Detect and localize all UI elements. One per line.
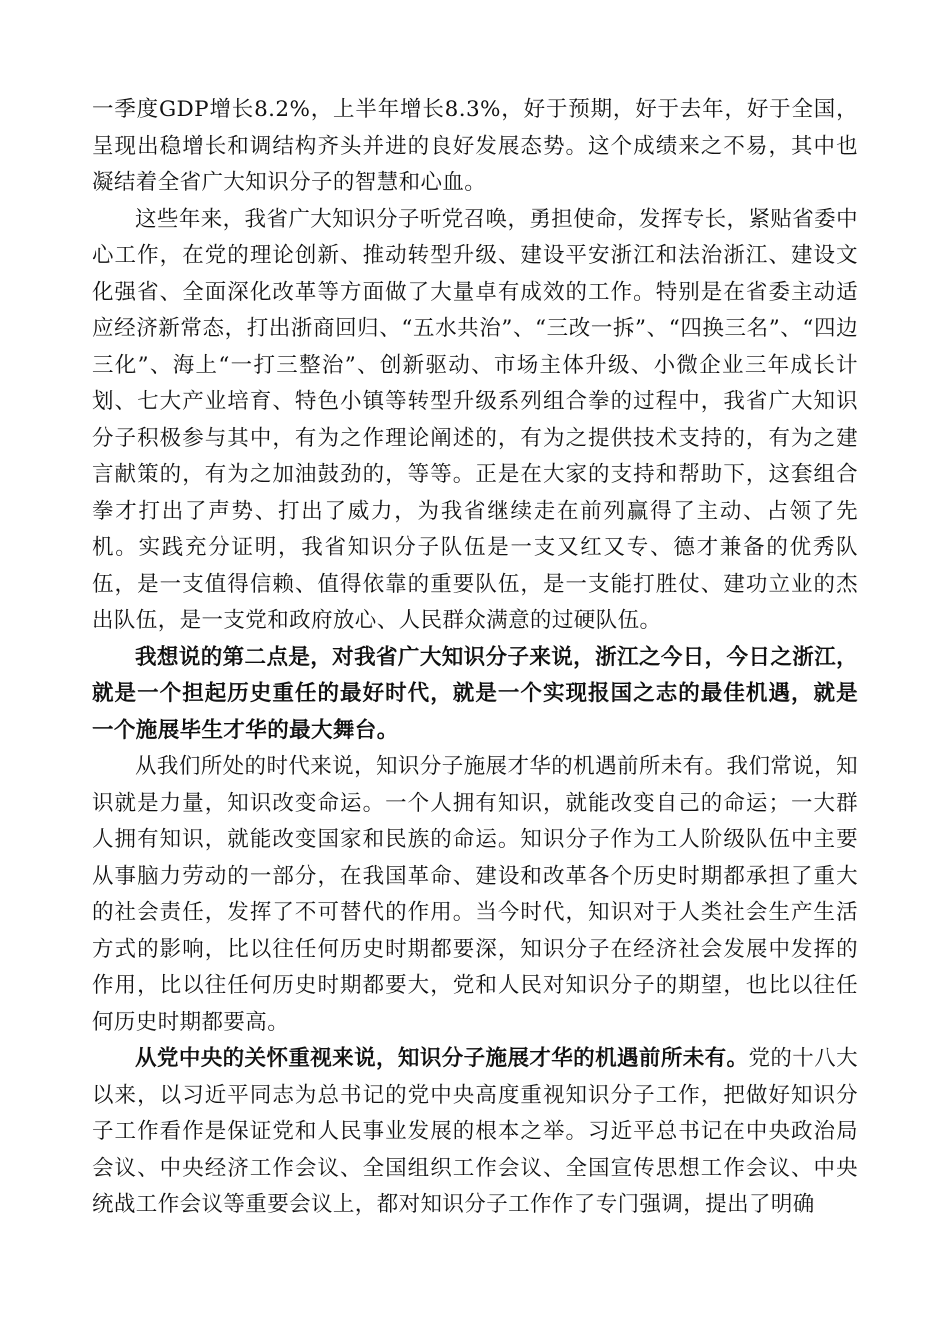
paragraph-text: 我想说的第二点是，对我省广大知识分子来说，浙江之今日，今日之浙江，就是一个担起历史重任的最好时代，就是一个实现报国之志的最佳机遇，就是一个施展毕生才华的最大舞台。 — [92, 644, 858, 743]
paragraph-central-committee-care — [92, 1041, 858, 1224]
paragraph-gdp-growth — [92, 92, 858, 202]
paragraph-intellectuals-contributions — [92, 202, 858, 640]
paragraph-text: 从我们所处的时代来说，知识分子施展才华的机遇前所未有。我们常说，知识就是力量，知识改变命运。一个人拥有知识，就能改变自己的命运；一大群人拥有知识，就能改变国家和民族的命运。知识分子作为工人阶级队伍中主要从事脑力劳动的一部分，在我国革命、建设和改革各个历史时期都承担了重大的社会责任，发挥了不可替代的作用。当今时代，知识对于人类社会生产生活方式的影响，比以往任何历史时期都要深，知识分子在经济社会发展中发挥的作用，比以往任何历史时期都要大，党和人民对知识分子的期望，也比以往任何历史时期都要高。 — [92, 754, 858, 1035]
paragraph-text: 这些年来，我省广大知识分子听党召唤，勇担使命，发挥专长，紧贴省委中心工作，在党的理论创新、推动转型升级、建设平安浙江和法治浙江、建设文化强省、全面深化改革等方面做了大量卓有成效的工作。特别是在省委主动适应经济新常态，打出浙商回归、“五水共治”、“三改一拆”、“四换三名”、“四边三化”、海上“一打三整治”、创新驱动、市场主体升级、小微企业三年成长计划、七大产业培育、特色小镇等转型升级系列组合拳的过程中，我省广大知识分子积极参与其中，有为之作理论阐述的，有为之提供技术支持的，有为之建言献策的，有为之加油鼓劲的，等等。正是在大家的支持和帮助下，这套组合拳才打出了声势、打出了威力，为我省继续走在前列赢得了主动、占领了先机。实践充分证明，我省知识分子队伍是一支又红又专、德才兼备的优秀队伍，是一支值得信赖、值得依靠的重要队伍，是一支能打胜仗、建功立业的杰出队伍，是一支党和政府放心、人民群众满意的过硬队伍。 — [92, 206, 858, 633]
paragraph-lead-bold: 从党中央的关怀重视来说，知识分子施展才华的机遇前所未有。 — [135, 1046, 749, 1071]
paragraph-text: 党的十八大以来，以习近平同志为总书记的党中央高度重视知识分子工作，把做好知识分子工作看作是保证党和人民事业发展的根本之举。习近平总书记在中央政治局会议、中央经济工作会议、全国组织工作会议、全国宣传思想工作会议、中央统战工作会议等重要会议上，都对知识分子工作作了专门强调，提出了明确 — [92, 1046, 858, 1217]
paragraph-text: 一季度GDP增长8.2%，上半年增长8.3%，好于预期，好于去年，好于全国，呈现出稳增长和调结构齐头并进的良好发展态势。这个成绩来之不易，其中也凝结着全省广大知识分子的智慧和心血。 — [92, 97, 858, 195]
paragraph-era-opportunity — [92, 749, 858, 1041]
paragraph-second-point-heading — [92, 640, 858, 750]
document-page — [92, 92, 858, 1224]
